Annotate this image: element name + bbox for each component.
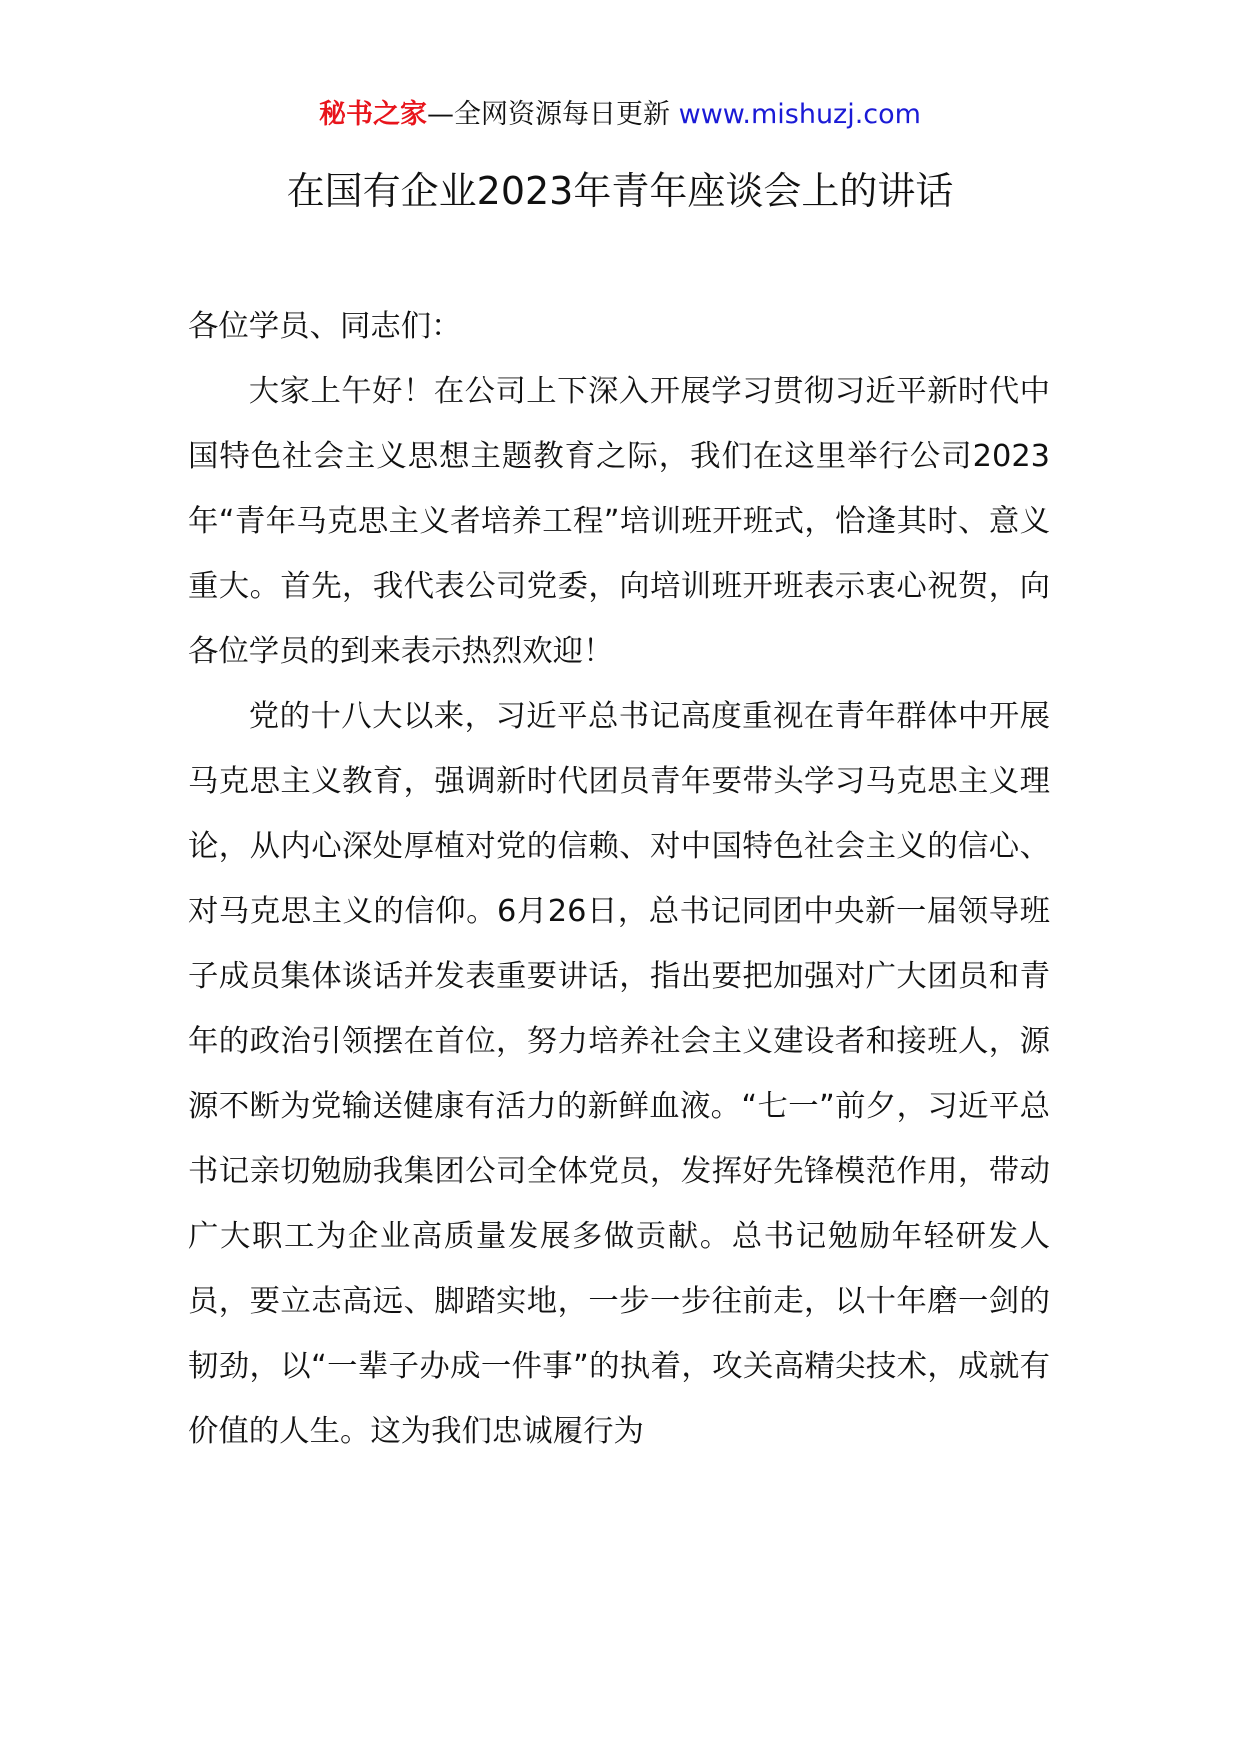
salutation: 各位学员、同志们： bbox=[188, 309, 462, 344]
site-slogan: —全网资源每日更新 bbox=[427, 99, 679, 130]
document-body bbox=[188, 294, 1050, 1464]
site-brand: 秘书之家 bbox=[319, 99, 428, 130]
site-header bbox=[0, 98, 1240, 132]
site-url-link[interactable]: www.mishuzj.com bbox=[678, 99, 921, 130]
paragraph-2: 党的十八大以来，习近平总书记高度重视在青年群体中开展马克思主义教育，强调新时代团员青年要带头学习马克思主义理论，从内心深处厚植对党的信赖、对中国特色社会主义的信心、对马克思主义的信仰。6月26日，总书记同团中央新一届领导班子成员集体谈话并发表重要讲话，指出要把加强对广大团员和青年的政治引领摆在首位，努力培养社会主义建设者和接班人，源源不断为党输送健康有活力的新鲜血液。“七一”前夕，习近平总书记亲切勉励我集团公司全体党员，发挥好先锋模范作用，带动广大职工为企业高质量发展多做贡献。总书记勉励年轻研发人员，要立志高远、脚踏实地，一步一步往前走，以十年磨一剑的韧劲，以“一辈子办成一件事”的执着，攻关高精尖技术，成就有价值的人生。这为我们忠诚履行为 bbox=[188, 699, 1050, 1449]
document-title: 在国有企业2023年青年座谈会上的讲话 bbox=[286, 169, 954, 213]
paragraph-1: 大家上午好！在公司上下深入开展学习贯彻习近平新时代中国特色社会主义思想主题教育之际，我们在这里举行公司2023年“青年马克思主义者培养工程”培训班开班式，恰逢其时、意义重大。首先，我代表公司党委，向培训班开班表示衷心祝贺，向各位学员的到来表示热烈欢迎！ bbox=[188, 374, 1050, 669]
